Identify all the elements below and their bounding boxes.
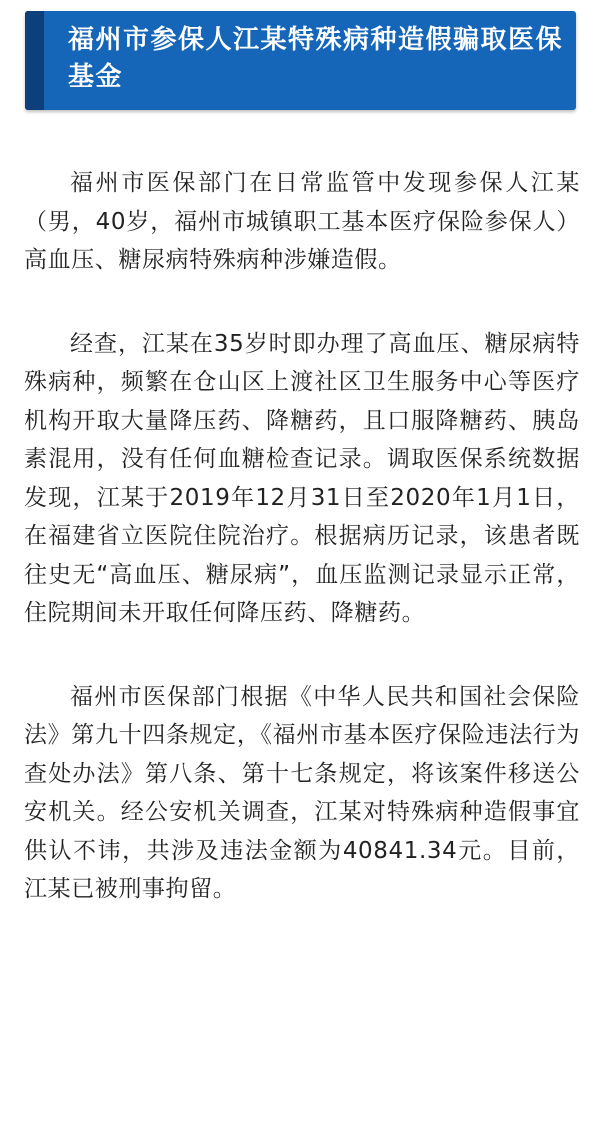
title-accent-bar: [25, 11, 44, 110]
paragraph-1: 福州市医保部门在日常监管中发现参保人江某（男，40岁，福州市城镇职工基本医疗保险参保人）高血压、糖尿病特殊病种涉嫌造假。: [24, 170, 580, 273]
paragraph-2: 经查，江某在35岁时即办理了高血压、糖尿病特殊病种，频繁在仓山区上渡社区卫生服务中心等医疗机构开取大量降压药、降糖药，且口服降糖药、胰岛素混用，没有任何血糖检查记录。调取医保系统数据发现，江某于2019年12月31日至2020年1月1日，在福建省立医院住院治疗。根据病历记录，该患者既往史无“高血压、糖尿病”，血压监测记录显示正常，住院期间未开取任何降压药、降糖药。: [24, 330, 580, 626]
title-banner: [25, 11, 576, 110]
paragraph-3: 福州市医保部门根据《中华人民共和国社会保险法》第九十四条规定，《福州市基本医疗保险违法行为查处办法》第八条、第十七条规定，将该案件移送公安机关。经公安机关调查，江某对特殊病种造假事宜供认不讳，共涉及违法金额为40841.34元。目前，江某已被刑事拘留。: [24, 683, 580, 902]
article-body: [24, 164, 580, 954]
article-title: 福州市参保人江某特殊病种造假骗取医保基金: [68, 25, 564, 92]
